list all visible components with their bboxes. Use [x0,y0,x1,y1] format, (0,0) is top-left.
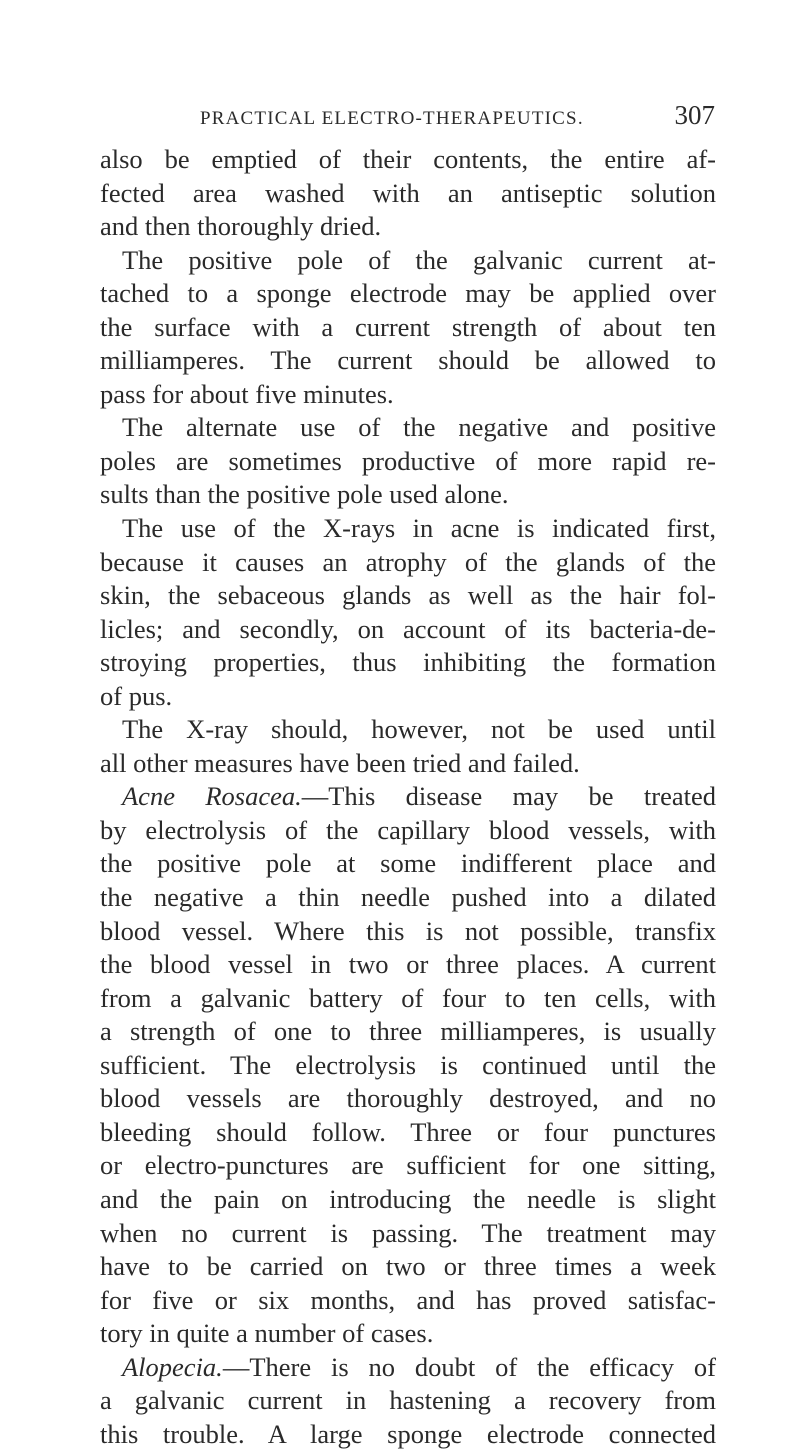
text-line [100,579,716,613]
text-line [100,1317,716,1351]
line-text: licles; and secondly, on account of its bacteria-de- [100,613,716,644]
body-text [100,143,716,1451]
line-text: blood vessel. Where this is not possible, transfix [100,915,716,946]
text-line [100,881,716,915]
section-heading: Acne Rosacea. [122,781,302,812]
line-text: sufficient. The electrolysis is continued until the [100,1049,716,1080]
text-line [100,1384,716,1418]
text-line [100,210,716,244]
line-text: a strength of one to three milliamperes, is usually [100,1016,716,1047]
text-line [100,1183,716,1217]
text-line [100,713,716,747]
line-text: tory in quite a number of cases. [100,1318,434,1349]
line-text: have to be carried on two or three times a week [100,1251,716,1282]
line-text: The use of the X-rays in acne is indicated first, [122,513,716,544]
section-heading-line [100,1351,716,1385]
line-text: bleeding should follow. Three or four punctures [100,1116,716,1147]
page-number: 307 [674,100,715,130]
text-line [100,948,716,982]
line-text: stroying properties, thus inhibiting the formation [100,647,716,678]
line-text: because it causes an atrophy of the glands of the [100,546,716,577]
text-line [100,814,716,848]
line-text: fected area washed with an antiseptic solution [100,177,716,208]
text-line [100,646,716,680]
line-text: the surface with a current strength of about ten [100,311,716,342]
line-text: by electrolysis of the capillary blood vessels, with [100,814,716,845]
line-text: of pus. [100,680,173,711]
line-text: The X-ray should, however, not be used until [122,714,716,745]
line-text: the positive pole at some indifferent place and [100,848,716,879]
section-heading: Alopecia. [122,1351,223,1382]
text-line [100,915,716,949]
text-line [100,1082,716,1116]
section-heading-line [100,780,716,814]
text-line [100,344,716,378]
text-line [100,1217,716,1251]
text-line [100,478,716,512]
line-text: also be emptied of their contents, the entire af- [100,144,716,174]
line-text: and then thoroughly dried. [100,211,382,242]
line-text: The positive pole of the galvanic current at- [122,244,716,275]
text-line [100,680,716,714]
text-line [100,411,716,445]
line-text: the blood vessel in two or three places. A current [100,949,716,980]
line-text: The alternate use of the negative and positive [122,412,716,443]
text-line [100,1418,716,1451]
text-line [100,1149,716,1183]
line-text: and the pain on introducing the needle is slight [100,1183,716,1214]
line-text: this trouble. A large sponge electrode connected [100,1418,716,1449]
text-line [100,1015,716,1049]
text-line [100,445,716,479]
text-line [100,1284,716,1318]
line-text: for five or six months, and has proved satisfac- [100,1284,716,1315]
text-line [100,847,716,881]
line-text: —There is no doubt of the efficacy of [222,1351,716,1382]
line-text: from a galvanic battery of four to ten cells, with [100,982,716,1013]
line-text: when no current is passing. The treatment may [100,1217,716,1248]
text-line [100,1116,716,1150]
line-text: a galvanic current in hastening a recovery from [100,1385,716,1416]
line-text: tached to a sponge electrode may be applied over [100,278,716,309]
text-line [100,1049,716,1083]
line-text: milliamperes. The current should be allowed to [100,345,716,376]
text-line [100,613,716,647]
line-text: skin, the sebaceous glands as well as the hair fol- [100,580,716,611]
text-line [100,378,716,412]
text-line [100,311,716,345]
text-line [100,546,716,580]
running-title: PRACTICAL ELECTRO-THERAPEUTICS. [200,108,584,129]
line-text: blood vessels are thoroughly destroyed, and no [100,1083,716,1114]
line-text: the negative a thin needle pushed into a dilated [100,882,716,913]
text-line [100,143,716,177]
text-line [100,747,716,781]
line-text: —This disease may be treated [301,781,716,812]
text-line [100,277,716,311]
text-line [100,244,716,278]
line-text: sults than the positive pole used alone. [100,479,509,510]
text-line [100,512,716,546]
running-head [200,100,715,136]
text-line [100,982,716,1016]
text-line [100,1250,716,1284]
line-text: or electro-punctures are sufficient for one sitting, [100,1150,716,1181]
line-text: pass for about five minutes. [100,378,394,409]
text-line [100,177,716,211]
line-text: poles are sometimes productive of more rapid re- [100,445,716,476]
line-text: all other measures have been tried and failed. [100,747,580,778]
